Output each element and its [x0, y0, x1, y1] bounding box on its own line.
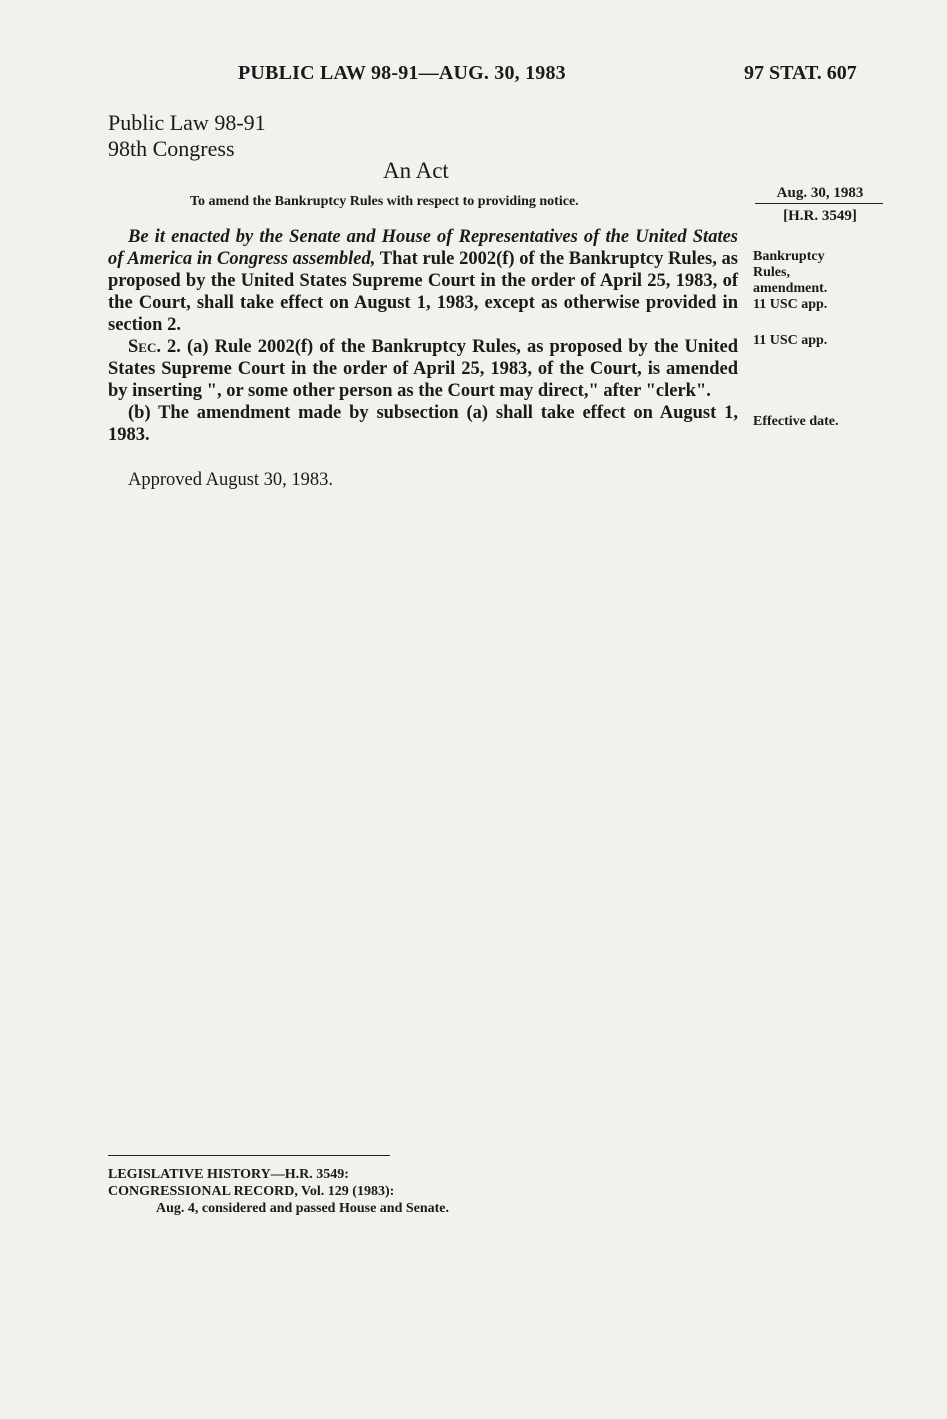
enactment-date: Aug. 30, 1983 — [776, 185, 864, 201]
section-2a-text: (a) Rule 2002(f) of the Bankruptcy Rules, as proposed by the United States Supreme Court in the order of April 25, 1983, of the Court, is amended by inserting ", or some other person as the Court may direct," after "clerk". — [108, 337, 739, 401]
section-2-label: Sec. 2. — [128, 337, 181, 357]
section-2a — [108, 336, 738, 402]
act-body — [108, 226, 738, 446]
section-2b: (b) The amendment made by subsection (a) shall take effect on August 1, 1983. — [108, 403, 738, 445]
act-title: An Act — [383, 158, 449, 183]
side-note-line: amendment. — [753, 281, 828, 296]
law-identification — [108, 110, 266, 162]
enacting-clause — [108, 226, 738, 336]
congress-number: 98th Congress — [108, 136, 235, 161]
legislative-history-heading: LEGISLATIVE HISTORY—H.R. 3549: — [108, 1167, 349, 1182]
side-note-bankruptcy-rules — [753, 249, 868, 313]
side-note-line: Bankruptcy — [753, 249, 825, 264]
law-number: Public Law 98-91 — [108, 110, 266, 135]
side-note-usc: 11 USC app. — [753, 333, 828, 348]
legislative-history — [108, 1166, 449, 1217]
bill-number: [H.R. 3549] — [783, 208, 857, 224]
stat-page-reference: 97 STAT. 607 — [744, 62, 857, 84]
approval-date: Approved August 30, 1983. — [128, 470, 334, 490]
side-note-line: Rules, — [753, 265, 790, 280]
enacting-formula: Be it enacted by the Senate and House of Representatives of the United States of America in Congress assembled, — [108, 227, 738, 269]
date-divider — [755, 203, 883, 204]
act-purpose: To amend the Bankruptcy Rules with respect to providing notice. — [190, 194, 579, 209]
side-date-block — [765, 183, 875, 226]
legislative-action: Aug. 4, considered and passed House and Senate. — [156, 1201, 450, 1216]
congressional-record: CONGRESSIONAL RECORD, Vol. 129 (1983): — [108, 1184, 395, 1199]
side-note-effective-date: Effective date. — [753, 414, 839, 429]
running-head: PUBLIC LAW 98-91—AUG. 30, 1983 — [238, 62, 566, 84]
side-note-line: 11 USC app. — [753, 297, 828, 312]
footnote-divider — [108, 1155, 390, 1156]
section-1-text: That rule 2002(f) of the Bankruptcy Rules, as proposed by the United States Supreme Court in the order of April 25, 1983, of the Court, shall take effect on August 1, 1983, except as otherwise provided in section 2. — [108, 249, 739, 335]
